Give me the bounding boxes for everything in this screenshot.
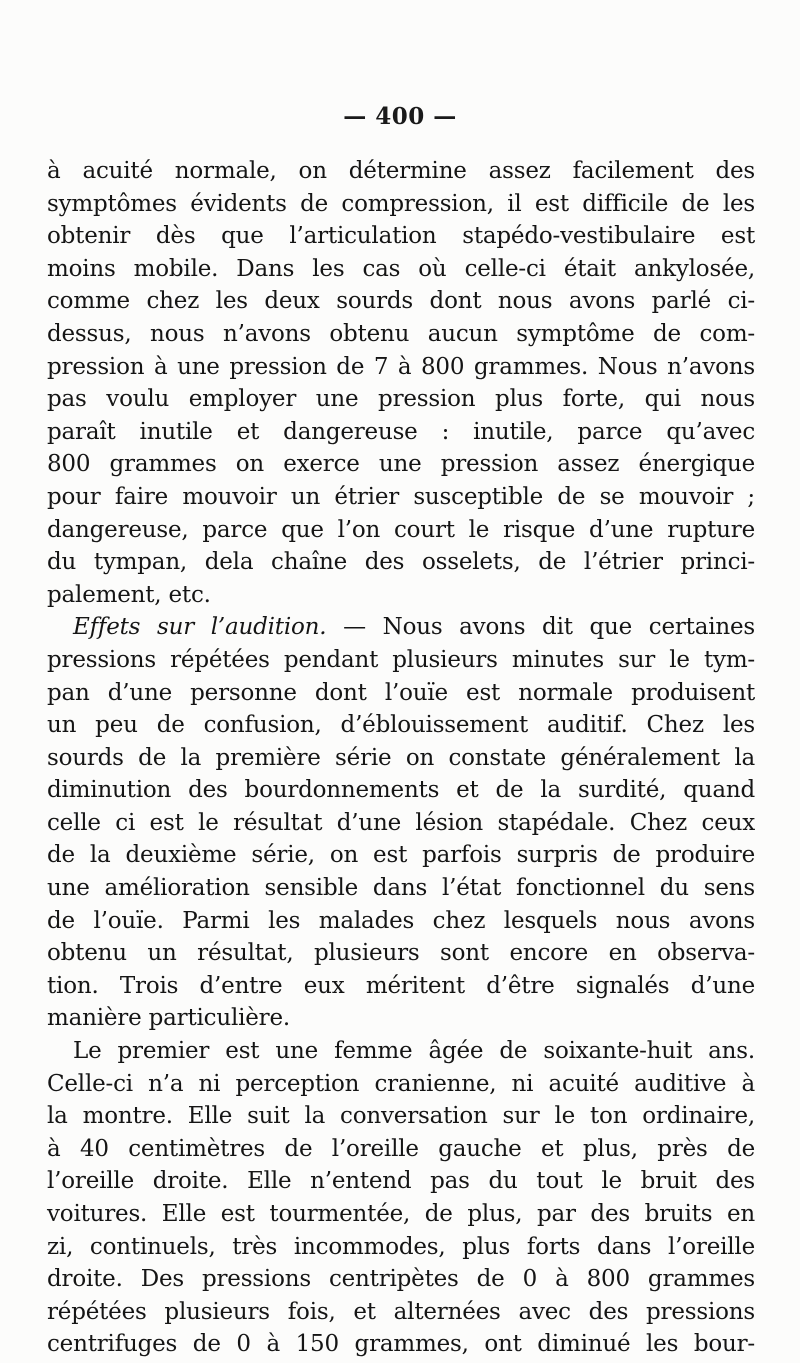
text-line: symptômes évidents de compression, il est difficile de les [47,190,755,217]
text-line: de la deuxième série, on est parfois surpris de produire [47,842,755,869]
text-line: pas voulu employer une pression plus forte, qui nous [47,386,755,413]
text-line: droite. Des pressions centripètes de 0 à 800 grammes [47,1266,755,1293]
text-line: pression à une pression de 7 à 800 grammes. Nous n’avons [47,353,755,380]
text-line: dessus, nous n’avons obtenu aucun symptôme de com- [47,320,755,347]
text-line: centrifuges de 0 à 150 grammes, ont diminué les bour- [47,1331,755,1358]
text-line: 800 grammes on exerce une pression assez énergique [47,451,755,478]
text-line: obtenu un résultat, plusieurs sont encore en observa- [47,940,755,967]
text-line: comme chez les deux sourds dont nous avons parlé ci- [47,288,755,315]
text-line: l’oreille droite. Elle n’entend pas du tout le bruit des [47,1168,755,1195]
section-heading-line [47,611,755,644]
text-line: pressions répétées pendant plusieurs minutes sur le tym- [47,646,755,673]
text-line: manière particulière. [47,1005,290,1032]
text-line: la montre. Elle suit la conversation sur le ton ordinaire, [47,1103,755,1130]
text-line: dangereuse, parce que l’on court le risque d’une rupture [47,516,755,543]
text-line: un peu de confusion, d’éblouissement auditif. Chez les [47,712,755,739]
text-line: Celle-ci n’a ni perception cranienne, ni acuité auditive à [47,1070,755,1097]
text-line: sourds de la première série on constate généralement la [47,744,755,771]
text-line-continuation: — Nous avons dit que certaines [326,614,756,641]
text-line: moins mobile. Dans les cas où celle-ci était ankylosée, [47,255,755,282]
text-line: à acuité normale, on détermine assez facilement des [47,158,755,184]
text-line: paraît inutile et dangereuse : inutile, parce qu’avec [47,418,755,445]
text-line: diminution des bourdonnements et de la surdité, quand [47,777,755,804]
text-line: du tympan, dela chaîne des osselets, de l’étrier princi- [47,549,755,576]
text-line: à 40 centimètres de l’oreille gauche et plus, près de [47,1135,755,1162]
text-line: une amélioration sensible dans l’état fonctionnel du sens [47,875,755,902]
text-line: de l’ouïe. Parmi les malades chez lesquels nous avons [47,907,755,934]
text-line: Le premier est une femme âgée de soixante-huit ans. [73,1038,755,1065]
text-line: celle ci est le résultat d’une lésion stapédale. Chez ceux [47,809,755,836]
section-heading: Effets sur l’audition. [73,614,327,641]
text-line: pan d’une personne dont l’ouïe est normale produisent [47,679,755,706]
page-number: — 400 — [343,103,457,130]
text-line: zi, continuels, très incommodes, plus forts dans l’oreille [47,1233,755,1260]
text-line: pour faire mouvoir un étrier susceptible de se mouvoir ; [47,483,755,510]
text-line: palement, etc. [47,581,211,608]
text-line: répétées plusieurs fois, et alternées avec des pressions [47,1298,755,1325]
text-line: tion. Trois d’entre eux méritent d’être signalés d’une [47,972,755,999]
body-text [47,155,755,1361]
text-line: obtenir dès que l’articulation stapédo-vestibulaire est [47,223,755,250]
text-line: voitures. Elle est tourmentée, de plus, par des bruits en [47,1201,755,1227]
